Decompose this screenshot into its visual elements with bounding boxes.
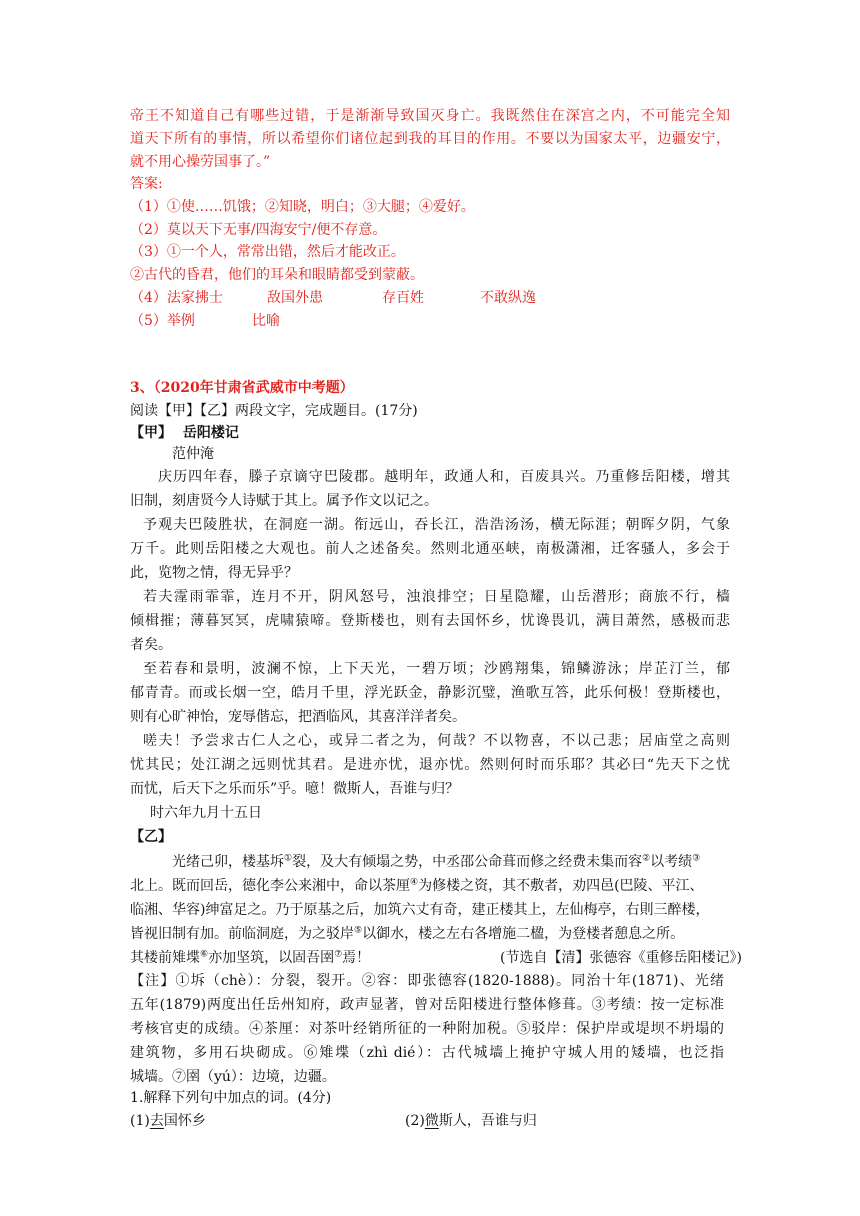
note-line: 建筑物，多用石块砌成。⑥雉堞（zhì dié）：古代城墙上掩护守城人用的矮墙，也泛指 [130, 1045, 724, 1061]
sub-question: 1.解释下列句中加点的词。(4分) [130, 1090, 332, 1106]
yi-text: 焉！ [342, 950, 371, 966]
jia-label: 【甲】 [130, 425, 172, 441]
passage-title: 岳阳楼记 [182, 425, 239, 441]
answer-line: （2）莫以天下无事/四海安宁/便不存意。 [130, 222, 387, 238]
yi-text: 光绪己卯，楼基坼 [172, 854, 284, 870]
answer5-a: （5）举例 [130, 313, 195, 329]
passage-line: 郁青青。而或长烟一空，皓月千里，浮光跃金，静影沉璧，渔歌互答，此乐何极！登斯楼也， [130, 685, 730, 701]
passage-date: 时六年九月十五日 [150, 805, 262, 821]
yi-line [172, 851, 700, 873]
sub-item-2 [405, 1110, 537, 1132]
note-line: 城墙。⑦圉（yú）：边境，边疆。 [130, 1069, 336, 1085]
passage-line: 万千。此则岳阳楼之大观也。前人之述备矣。然则北通巫峡，南极潇湘，迁客骚人，多会于 [130, 541, 730, 557]
dotted-word: 去 [149, 1113, 164, 1129]
passage-line: 嗟夫！予尝求古仁人之心，或异二者之为，何哉？不以物喜，不以己悲；居庙堂之高则 [143, 733, 730, 749]
yi-text: 以御水，楼之左右各增施二楹，为登楼者憩息之所。 [362, 926, 685, 942]
item-text: 国怀乡 [163, 1113, 206, 1129]
sub-item-1 [130, 1110, 206, 1132]
yi-line [130, 947, 742, 969]
yi-label: 【乙】 [130, 829, 172, 845]
answer4-b: 敌国外患 [267, 290, 323, 306]
note-marker: ⑤ [354, 925, 363, 936]
passage-line: 旧制，刻唐贤今人诗赋于其上。属予作文以记之。 [130, 493, 438, 509]
note-line: 考核官吏的成绩。④茶厘：对茶叶经销所征的一种附加税。⑤驳岸：保护岸或堤坝不坍塌的 [130, 1021, 724, 1037]
translation-line: 道天下所有的事情，所以希望你们诸位起到我的耳目的作用。不要以为国家太平，边疆安宁， [130, 131, 730, 147]
answer4-c: 存百姓 [382, 290, 424, 306]
note-marker: ⑦ [334, 949, 343, 960]
yi-text: 以考绩 [650, 854, 693, 870]
passage-line: 此，览物之情，得无异乎？ [130, 565, 298, 581]
dotted-word: 微 [424, 1113, 439, 1129]
passage-line: 至若春和景明，波澜不惊，上下天光，一碧万顷；沙鸥翔集，锦鳞游泳；岸芷汀兰，郁 [143, 661, 730, 677]
passage-line: 若夫霪雨霏霏，连月不开，阴风怒号，浊浪排空；日星隐耀，山岳潜形；商旅不行，樯 [143, 589, 730, 605]
yi-text: 裂，及大有倾塌之势，中丞邵公命葺而修之经费未集而容 [292, 854, 643, 870]
author: 范仲淹 [172, 446, 214, 462]
answer-line: ②古代的昏君，他们的耳朵和眼睛都受到蒙蔽。 [130, 267, 424, 283]
question-heading: 3、（2020年甘肃省武威市中考题） [130, 380, 354, 396]
answer-line [130, 310, 280, 332]
note-marker: ① [284, 853, 293, 864]
item-text: 斯人，吾谁与归 [438, 1113, 537, 1129]
item-number: (1) [130, 1113, 150, 1129]
note-marker: ② [642, 853, 651, 864]
yi-line [130, 875, 704, 897]
passage-line: 则有心旷神怡，宠辱偕忘，把酒临风，其喜洋洋者矣。 [130, 709, 466, 725]
yi-text: 为修楼之资，其不敷者，劝四邑(巴陵、平江、 [418, 878, 704, 894]
translation-line: 帝王不知道自己有哪些过错，于是渐渐导致国灭身亡。我既然住在深宫之内，不可能完全知 [130, 108, 730, 124]
passage-line: 予观夫巴陵胜状，在洞庭一湖。衔远山，吞长江，浩浩汤汤，横无际涯；朝晖夕阴，气象 [143, 517, 730, 533]
note-marker: ③ [692, 853, 701, 864]
answer-label: 答案: [130, 176, 163, 192]
answer-line [130, 287, 536, 309]
note-line: 五年(1879)两度出任岳州知府，政声显著，曾对岳阳楼进行整体修葺。③考绩：按一定标准 [130, 997, 724, 1013]
note-marker: ④ [410, 877, 419, 888]
yi-text: 北上。既而回岳，德化李公来湘中，命以茶厘 [130, 878, 410, 894]
passage-line: 而忧，后天下之乐而乐”乎。噫！微斯人，吾谁与归？ [130, 781, 460, 797]
answer4-d: 不敢纵逸 [480, 290, 536, 306]
translation-line: 就不用心操劳国事了。” [130, 154, 271, 170]
yi-text: 亦加坚筑，以固吾圉 [208, 950, 335, 966]
yi-line [130, 923, 684, 945]
passage-line: 者矣。 [130, 637, 172, 653]
passage-line: 忧其民；处江湖之远则忧其君。是进亦忧，退亦忧。然则何时而乐耶？其必曰“先天下之忧 [130, 757, 730, 773]
note-marker: ⑥ [200, 949, 209, 960]
jia-heading [130, 422, 239, 444]
passage-line: 倾楫摧；薄暮冥冥，虎啸猿啼。登斯楼也，则有去国怀乡，忧谗畏讥，满目萧然，感极而悲 [130, 613, 730, 629]
yi-text: 其楼前雉堞 [130, 950, 200, 966]
answer4-a: （4）法家拂士 [130, 290, 223, 306]
answer-line: （1）①使……饥饿；②知晓，明白；③大腿；④爱好。 [130, 199, 475, 215]
answer-line: （3）①一个人，常常出错，然后才能改正。 [130, 244, 405, 260]
source-citation: (节选自【清】张德容《重修岳阳楼记》) [500, 950, 742, 966]
yi-text: 皆视旧制有加。前临洞庭，为之驳岸 [130, 926, 354, 942]
answer5-b: 比喻 [252, 313, 280, 329]
passage-line: 庆历四年春，滕子京谪守巴陵郡。越明年，政通人和，百废具兴。乃重修岳阳楼，增其 [158, 469, 730, 485]
item-number: (2) [405, 1113, 425, 1129]
instruction: 阅读【甲】【乙】两段文字，完成题目。(17分) [130, 403, 418, 419]
yi-line: 临湘、华容)绅富足之。乃于原基之后，加筑六丈有奇，建正楼其上，左仙梅亭，右則三醉楼， [130, 902, 710, 918]
note-line: 【注】①坼（chè）：分裂，裂开。②容：即张德容(1820-1888)。同治十年(1871)、光绪 [130, 973, 724, 989]
